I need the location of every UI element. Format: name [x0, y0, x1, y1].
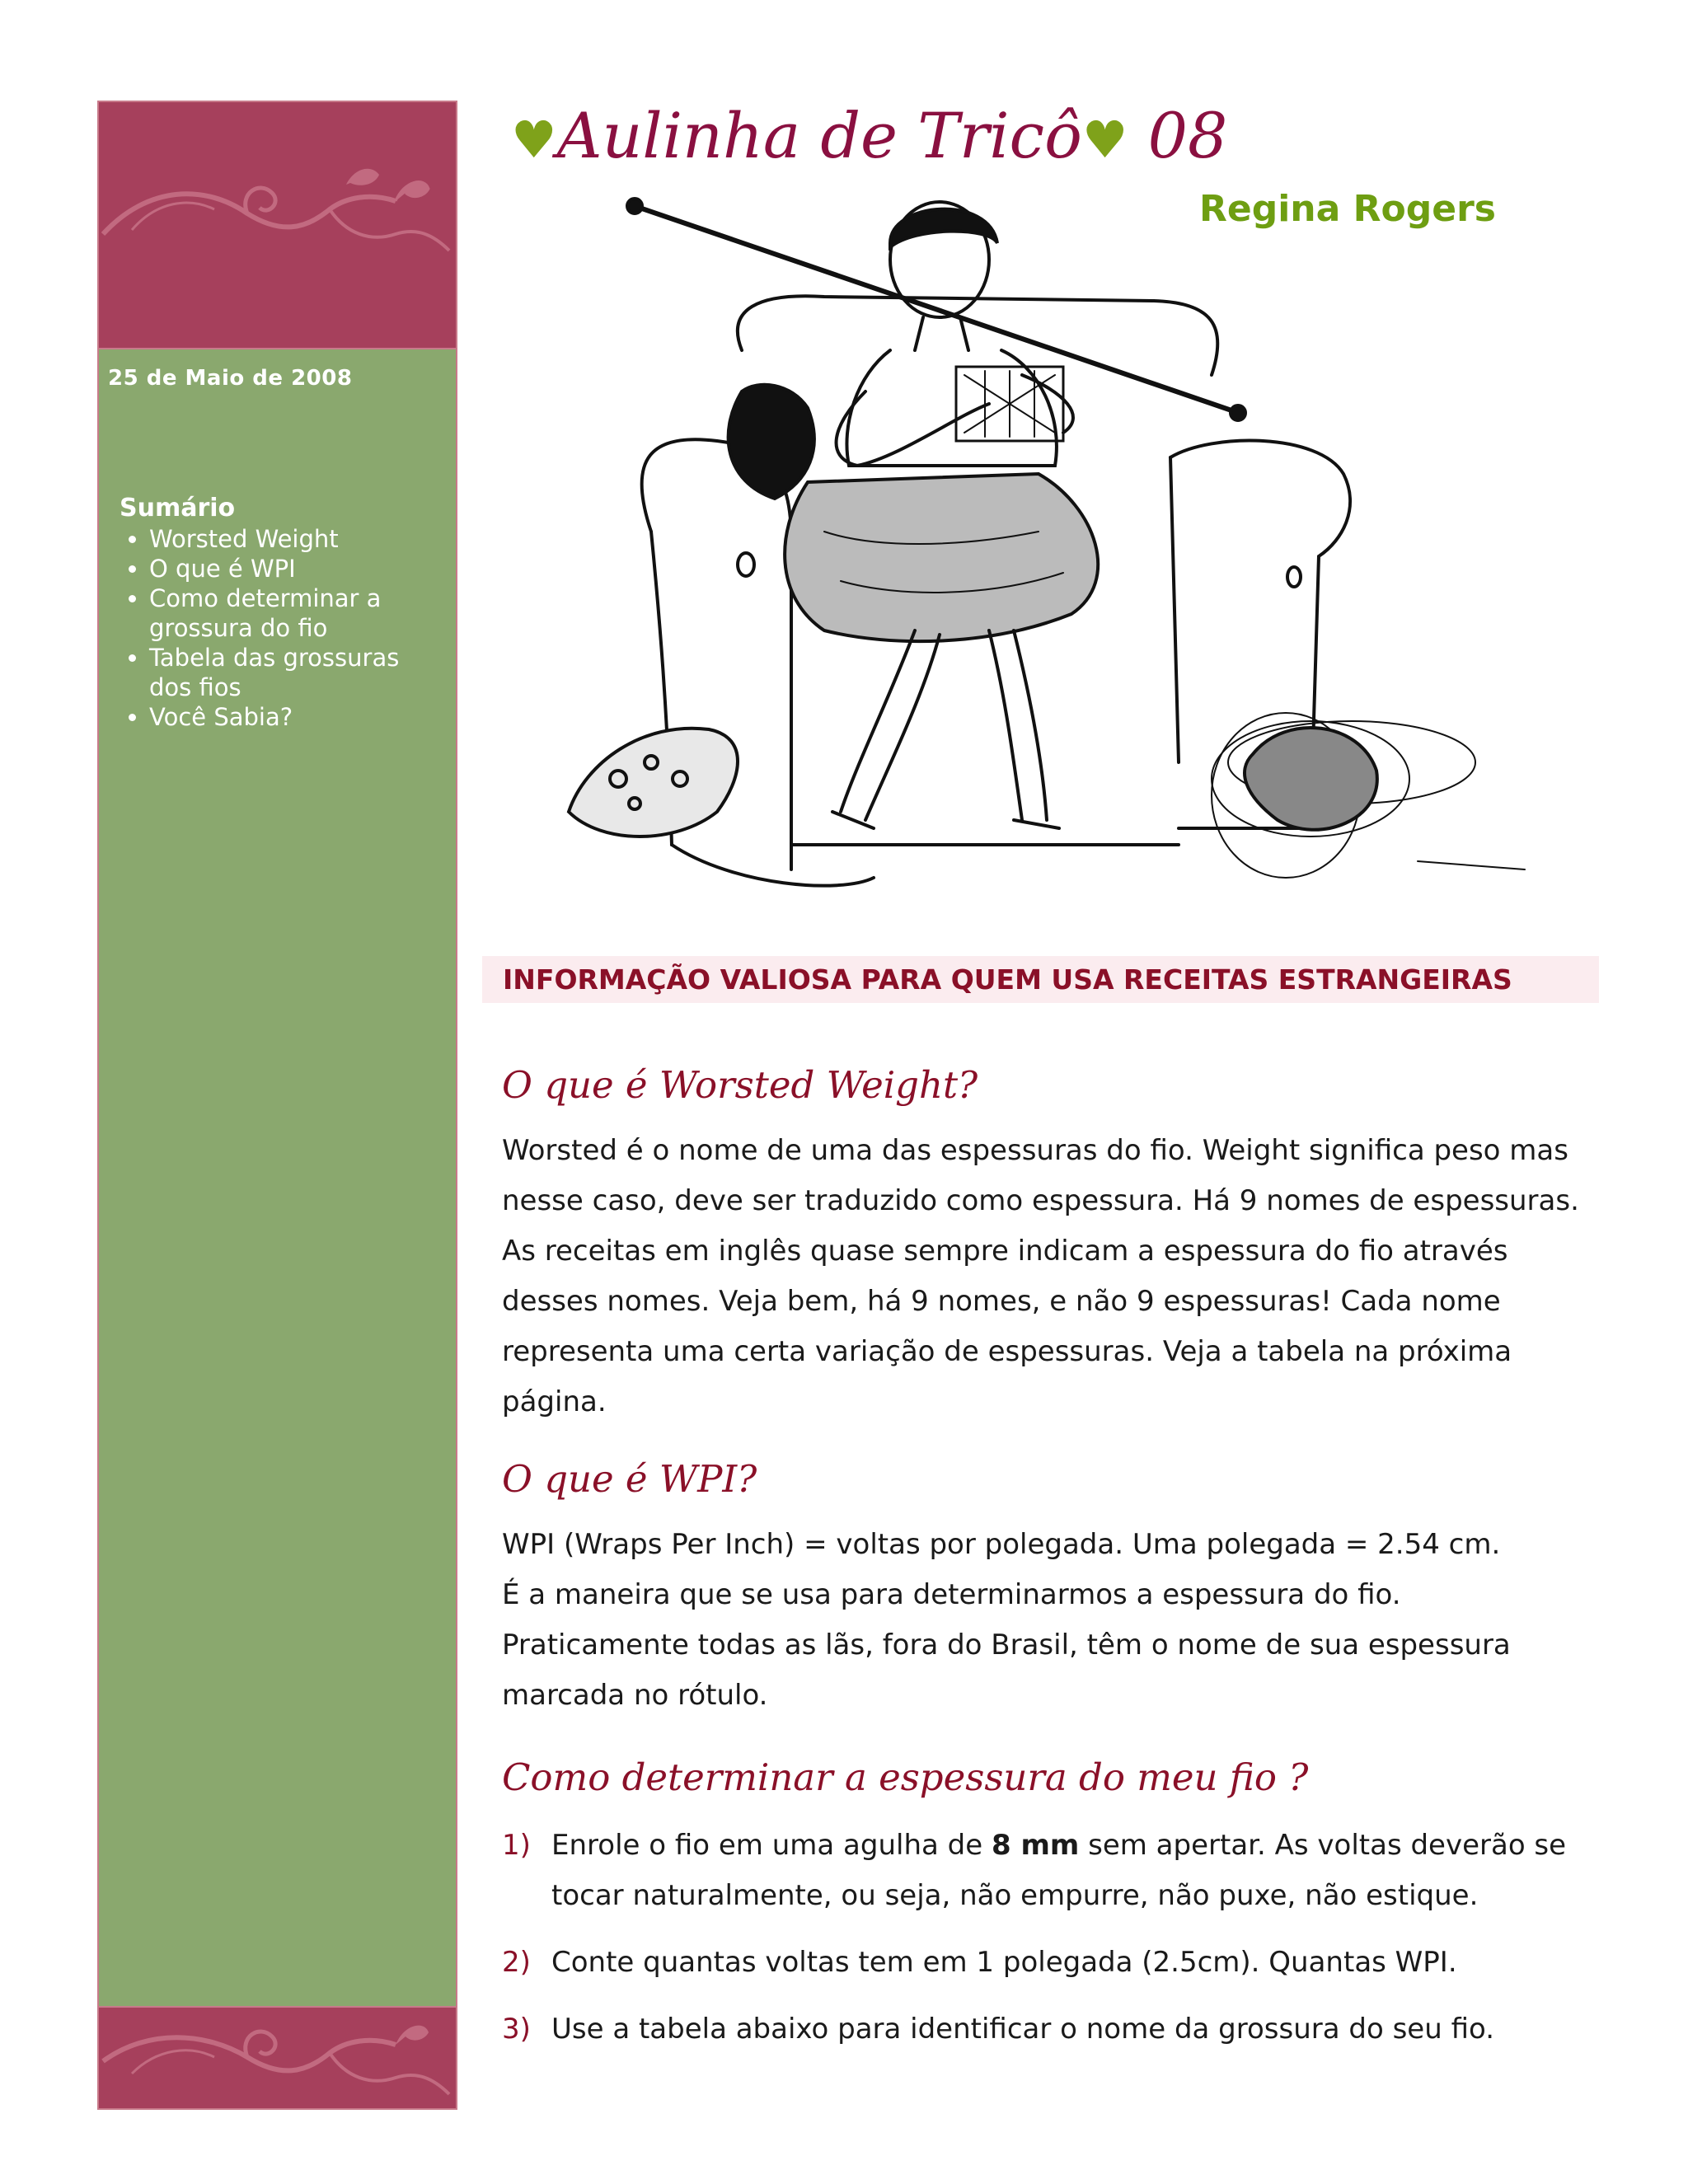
- sidebar: [97, 101, 457, 2110]
- text-line: Worsted é o nome de uma das espessuras do fio. Weight significa peso mas: [502, 1134, 1568, 1167]
- banner-text: INFORMAÇÃO VALIOSA PARA QUEM USA RECEITAS ESTRANGEIRAS: [503, 963, 1512, 996]
- text-line: desses nomes. Veja bem, há 9 nomes, e não 9 espessuras! Cada nome: [502, 1285, 1501, 1318]
- heading-worsted-weight: O que é Worsted Weight?: [502, 1063, 978, 1107]
- page-title: [511, 99, 1227, 172]
- heading-how-to-determine: Como determinar a espessura do meu fio ?: [502, 1755, 1309, 1799]
- heart-icon: ♥: [1081, 110, 1128, 170]
- text-line: nesse caso, deve ser traduzido como espessura. Há 9 nomes de espessuras.: [502, 1184, 1579, 1217]
- title-text: Aulinha de Tricô: [556, 99, 1082, 172]
- summary-item[interactable]: • Como determinar a grossura do fio: [149, 583, 421, 643]
- heading-wpi: O que é WPI?: [502, 1457, 757, 1501]
- text-line: Praticamente todas as lãs, fora do Brasil, têm o nome de sua espessura: [502, 1629, 1511, 1661]
- step-text: Conte quantas voltas tem em 1 polegada (2.5cm). Quantas WPI.: [551, 1946, 1457, 1979]
- summary-item[interactable]: • Worsted Weight: [149, 524, 421, 554]
- text-line: marcada no rótulo.: [502, 1679, 768, 1712]
- highlight-banner: [482, 956, 1599, 1003]
- step-text: Use a tabela abaixo para identificar o nome da grossura do seu fio.: [551, 2013, 1494, 2046]
- text-line: página.: [502, 1385, 607, 1418]
- step-number: 2): [502, 1946, 531, 1979]
- step-text-part: sem apertar. As voltas deverão se: [1079, 1829, 1567, 1862]
- flourish-ornament-top: [99, 152, 456, 267]
- text-line: As receitas em inglês quase sempre indicam a espessura do fio através: [502, 1235, 1508, 1268]
- heart-icon: ♥: [511, 110, 557, 170]
- summary-box: [120, 494, 421, 732]
- summary-item[interactable]: • Tabela das grossuras dos fios: [149, 643, 421, 702]
- summary-list: [120, 524, 421, 732]
- step-text-part: Enrole o fio em uma agulha de: [551, 1829, 992, 1862]
- text-line: É a maneira que se usa para determinarmos a espessura do fio.: [502, 1578, 1401, 1611]
- paragraph-wpi: [502, 1520, 1598, 1721]
- paragraph-worsted: [502, 1126, 1598, 1427]
- sidebar-top-panel: [99, 102, 456, 349]
- issue-number: 08: [1147, 99, 1228, 172]
- summary-item[interactable]: • Você Sabia?: [149, 702, 421, 732]
- text-line: WPI (Wraps Per Inch) = voltas por polegada. Uma polegada = 2.54 cm.: [502, 1528, 1501, 1561]
- text-line: representa uma certa variação de espessuras. Veja a tabela na próxima: [502, 1335, 1512, 1368]
- issue-date: 25 de Maio de 2008: [108, 366, 353, 391]
- summary-title: Sumário: [120, 494, 236, 523]
- author-name: Regina Rogers: [1199, 188, 1496, 230]
- summary-item[interactable]: • O que é WPI: [149, 554, 421, 583]
- bold-needle-size: 8 mm: [991, 1829, 1080, 1862]
- step-number: 1): [502, 1829, 531, 1862]
- flourish-ornament-bottom: [99, 2012, 456, 2102]
- knitting-woman-illustration: [528, 185, 1550, 919]
- step-text-line2: tocar naturalmente, ou seja, não empurre, não puxe, não estique.: [551, 1879, 1479, 1912]
- step-number: 3): [502, 2013, 531, 2046]
- sidebar-bottom-panel: [99, 2006, 456, 2108]
- step-text: [551, 1821, 1598, 1921]
